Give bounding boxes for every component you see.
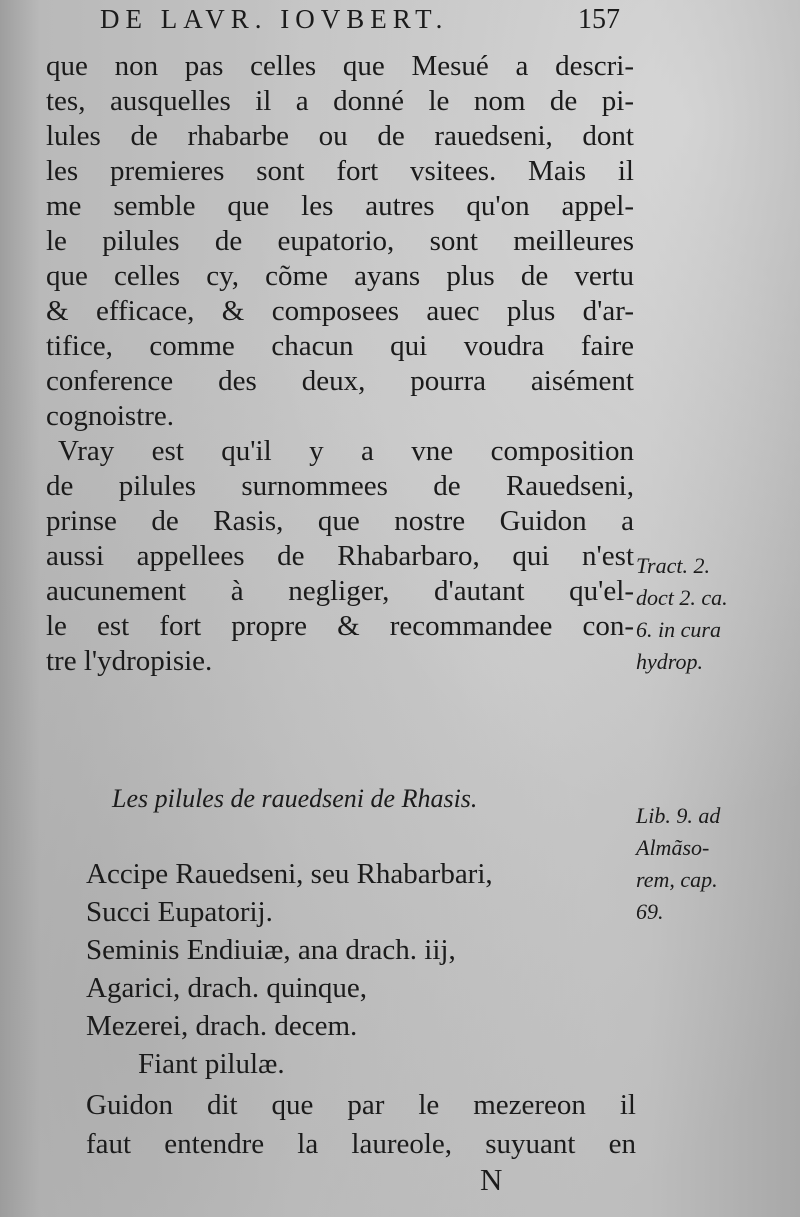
running-title: DE LAVR. IOVBERT. — [100, 4, 449, 34]
margin-note-line: rem, cap. — [636, 867, 718, 892]
text-line: les premieres sont fort vsitees. Mais il — [46, 155, 634, 187]
margin-note-line: Lib. 9. ad — [636, 803, 721, 828]
text-line: tes, ausquelles il a donné le nom de pi- — [46, 85, 634, 117]
text-line: aucunement à negliger, d'autant qu'el- — [46, 575, 634, 607]
text-line: que non pas celles que Mesué a descri- — [46, 50, 634, 82]
text-line: le est fort propre & recommandee con- — [46, 610, 634, 642]
text-line: Vray est qu'il y a vne composition — [58, 435, 634, 467]
recipe-line: Succi Eupatorij. — [86, 896, 273, 928]
margin-note-reference — [636, 550, 796, 678]
text-line: tre l'ydropisie. — [46, 645, 213, 677]
text-line: aussi appellees de Rhabarbaro, qui n'est — [46, 540, 634, 572]
main-text — [46, 49, 634, 679]
text-line: faut entendre la laureole, suyuant en — [86, 1128, 636, 1160]
text-line: & efficace, & composees auec plus d'ar- — [46, 295, 634, 327]
recipe-line: Mezerei, drach. decem. — [86, 1010, 358, 1042]
text-line: prinse de Rasis, que nostre Guidon a — [46, 505, 634, 537]
closing-text — [86, 1086, 636, 1164]
margin-note-line: 69. — [636, 899, 664, 924]
margin-note-line: Almãso- — [636, 835, 710, 860]
text-line: le pilules de eupatorio, sont meilleures — [46, 225, 634, 257]
text-line: de pilules surnommees de Rauedseni, — [46, 470, 634, 502]
signature-mark: N — [480, 1162, 503, 1197]
text-line: cognoistre. — [46, 400, 175, 432]
margin-note-line: 6. in cura — [636, 617, 721, 642]
text-line: tifice, comme chacun qui voudra faire — [46, 330, 634, 362]
margin-note-line: Tract. 2. — [636, 553, 710, 578]
margin-note-reference — [636, 800, 796, 928]
text-line: conference des deux, pourra aisément — [46, 365, 634, 397]
recipe-fiant: Fiant pilulæ. — [138, 1048, 285, 1080]
recipe-line: Seminis Endiuiæ, ana drach. iij, — [86, 934, 456, 966]
recipe-heading: Les pilules de rauedseni de Rhasis. — [112, 784, 478, 813]
recipe-list — [86, 855, 646, 1083]
text-line: me semble que les autres qu'on appel- — [46, 190, 634, 222]
margin-note-line: hydrop. — [636, 649, 704, 674]
text-line: que celles cy, cõme ayans plus de vertu — [46, 260, 634, 292]
text-line: lules de rhabarbe ou de rauedseni, dont — [46, 120, 634, 152]
page-number: 157 — [578, 4, 620, 35]
margin-note-line: doct 2. ca. — [636, 585, 728, 610]
text-line: Guidon dit que par le mezereon il — [86, 1089, 636, 1121]
recipe-line: Agarici, drach. quinque, — [86, 972, 368, 1004]
recipe-line: Accipe Rauedseni, seu Rhabarbari, — [86, 858, 493, 890]
running-head — [100, 4, 620, 44]
